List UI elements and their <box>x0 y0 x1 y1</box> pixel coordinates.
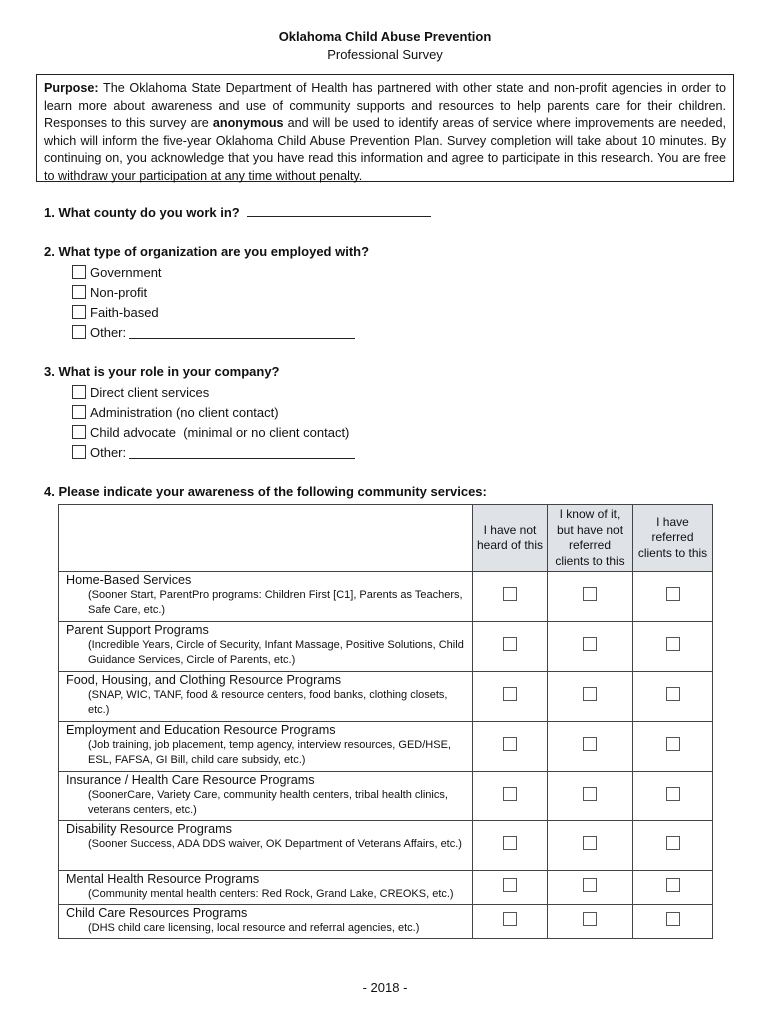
checkbox-know-not-referred[interactable] <box>583 878 597 892</box>
service-name: Mental Health Resource Programs <box>66 872 260 886</box>
checkbox-cell-not-heard <box>473 572 548 622</box>
checkbox[interactable] <box>72 305 86 319</box>
question-3-text: 3. What is your role in your company? <box>44 364 280 379</box>
option-non-profit[interactable] <box>72 282 355 302</box>
checkbox-know-not-referred[interactable] <box>583 737 597 751</box>
checkbox-cell-not-heard <box>473 672 548 722</box>
option-label: Government <box>90 264 162 280</box>
checkbox-cell-referred <box>633 871 713 905</box>
checkbox[interactable] <box>72 385 86 399</box>
checkbox-cell-referred <box>633 622 713 672</box>
checkbox-referred[interactable] <box>666 878 680 892</box>
service-name: Insurance / Health Care Resource Programs <box>66 773 315 787</box>
survey-title: Oklahoma Child Abuse Prevention <box>278 29 492 44</box>
checkbox-not-heard[interactable] <box>503 637 517 651</box>
checkbox-know-not-referred[interactable] <box>583 836 597 850</box>
checkbox-cell-referred <box>633 572 713 622</box>
table-row <box>59 772 713 821</box>
service-cell <box>59 672 473 722</box>
service-description: (SoonerCare, Variety Care, community health centers, tribal health clinics, veterans centers, etc.) <box>88 789 448 816</box>
checkbox-referred[interactable] <box>666 587 680 601</box>
services-table <box>58 504 713 939</box>
checkbox-cell-know-not-referred <box>548 905 633 939</box>
service-cell <box>59 821 473 871</box>
checkbox-know-not-referred[interactable] <box>583 912 597 926</box>
checkbox-not-heard[interactable] <box>503 787 517 801</box>
option-label: Other: <box>90 324 127 340</box>
other-input-line[interactable] <box>129 325 355 339</box>
service-description: (DHS child care licensing, local resource and referral agencies, etc.) <box>88 922 420 934</box>
checkbox-cell-not-heard <box>473 905 548 939</box>
option-label: Direct client services <box>90 384 210 400</box>
table-row <box>59 871 713 905</box>
option-label: Faith-based <box>90 304 159 320</box>
option-direct-client-services[interactable] <box>72 382 355 402</box>
checkbox[interactable] <box>72 325 86 339</box>
checkbox-referred[interactable] <box>666 687 680 701</box>
service-name: Parent Support Programs <box>66 623 209 637</box>
question-4-text: 4. Please indicate your awareness of the following community services: <box>44 484 487 499</box>
checkbox-know-not-referred[interactable] <box>583 587 597 601</box>
checkbox-cell-know-not-referred <box>548 572 633 622</box>
table-row <box>59 722 713 772</box>
table-row <box>59 622 713 672</box>
survey-subtitle: Professional Survey <box>327 47 443 62</box>
service-cell <box>59 722 473 772</box>
purpose-emphasis: anonymous <box>212 116 284 131</box>
header-blank-cell <box>59 505 473 572</box>
purpose-label: Purpose: <box>44 81 99 95</box>
checkbox-not-heard[interactable] <box>503 587 517 601</box>
other-input-line[interactable] <box>129 445 355 459</box>
table-header-row <box>59 505 713 572</box>
checkbox-know-not-referred[interactable] <box>583 687 597 701</box>
checkbox-cell-referred <box>633 722 713 772</box>
col-header-not-heard: I have not heard of this <box>473 505 548 572</box>
table-row <box>59 821 713 871</box>
page-footer: - 2018 - <box>362 980 408 995</box>
service-name: Home-Based Services <box>66 573 192 587</box>
service-name: Disability Resource Programs <box>66 822 232 836</box>
table-row <box>59 572 713 622</box>
checkbox-referred[interactable] <box>666 787 680 801</box>
service-description: (Sooner Start, ParentPro programs: Children First [C1], Parents as Teachers, Safe Care, etc.) <box>88 589 463 616</box>
option-label: Child advocate (minimal or no client contact) <box>90 424 350 440</box>
checkbox-referred[interactable] <box>666 912 680 926</box>
checkbox-cell-know-not-referred <box>548 871 633 905</box>
option-label: Administration (no client contact) <box>90 404 279 420</box>
checkbox[interactable] <box>72 285 86 299</box>
checkbox-not-heard[interactable] <box>503 687 517 701</box>
checkbox-cell-referred <box>633 772 713 821</box>
checkbox-referred[interactable] <box>666 637 680 651</box>
service-name: Child Care Resources Programs <box>66 906 248 920</box>
question-2-text: 2. What type of organization are you employed with? <box>44 244 370 259</box>
purpose-box <box>36 74 734 182</box>
service-cell <box>59 905 473 939</box>
service-description: (Job training, job placement, temp agency, interview resources, GED/HSE, ESL, FAFSA, GI Bill, child care subsidy, etc.) <box>88 739 451 766</box>
checkbox-referred[interactable] <box>666 836 680 850</box>
title-block <box>0 28 770 63</box>
checkbox-cell-referred <box>633 672 713 722</box>
question-1-text: 1. What county do you work in? <box>44 205 240 220</box>
option-faith-based[interactable] <box>72 302 355 322</box>
checkbox-cell-referred <box>633 905 713 939</box>
purpose-text-after: and will be used to identify areas of service where improvements are needed, which will inform the five-year Oklahoma Child Abuse Prevention Plan. Survey completion will take about 10 minutes. By continuing on, you acknowledge that you have read this information and agree to participate in this research. You are free to withdraw your participation at any time without penalty. <box>44 116 726 183</box>
checkbox-cell-not-heard <box>473 871 548 905</box>
service-name: Employment and Education Resource Programs <box>66 723 336 737</box>
checkbox-know-not-referred[interactable] <box>583 637 597 651</box>
checkbox-cell-not-heard <box>473 821 548 871</box>
table-row <box>59 905 713 939</box>
checkbox[interactable] <box>72 405 86 419</box>
option-child-advocate[interactable] <box>72 422 355 442</box>
county-input-line[interactable] <box>247 203 431 217</box>
service-name: Food, Housing, and Clothing Resource Programs <box>66 673 342 687</box>
question-1 <box>44 203 431 222</box>
checkbox[interactable] <box>72 425 86 439</box>
question-2-options <box>72 262 355 342</box>
option-other[interactable] <box>72 322 355 342</box>
col-header-referred: I have referred clients to this <box>633 505 713 572</box>
option-government[interactable] <box>72 262 355 282</box>
service-cell <box>59 622 473 672</box>
option-label: Other: <box>90 444 127 460</box>
option-label: Non-profit <box>90 284 148 300</box>
checkbox-cell-know-not-referred <box>548 772 633 821</box>
service-description: (Community mental health centers: Red Rock, Grand Lake, CREOKS, etc.) <box>88 888 454 900</box>
checkbox-cell-know-not-referred <box>548 672 633 722</box>
service-description: (Incredible Years, Circle of Security, Infant Massage, Positive Solutions, Child Guidance Services, Circle of Parents, etc.) <box>88 639 464 666</box>
checkbox-cell-know-not-referred <box>548 622 633 672</box>
service-description: (SNAP, WIC, TANF, food & resource centers, food banks, clothing closets, etc.) <box>88 689 448 716</box>
checkbox-cell-referred <box>633 821 713 871</box>
checkbox-cell-know-not-referred <box>548 821 633 871</box>
checkbox-not-heard[interactable] <box>503 878 517 892</box>
checkbox-not-heard[interactable] <box>503 912 517 926</box>
service-cell <box>59 572 473 622</box>
col-header-know-not-referred: I know of it, but have not referred clients to this <box>548 505 633 572</box>
option-administration[interactable] <box>72 402 355 422</box>
checkbox-cell-not-heard <box>473 722 548 772</box>
checkbox[interactable] <box>72 265 86 279</box>
table-row <box>59 672 713 722</box>
checkbox-know-not-referred[interactable] <box>583 787 597 801</box>
service-cell <box>59 772 473 821</box>
checkbox-referred[interactable] <box>666 737 680 751</box>
service-description: (Sooner Success, ADA DDS waiver, OK Department of Veterans Affairs, etc.) <box>88 838 462 850</box>
checkbox-cell-not-heard <box>473 622 548 672</box>
checkbox-cell-know-not-referred <box>548 722 633 772</box>
checkbox-cell-not-heard <box>473 772 548 821</box>
checkbox[interactable] <box>72 445 86 459</box>
checkbox-not-heard[interactable] <box>503 836 517 850</box>
service-cell <box>59 871 473 905</box>
option-other[interactable] <box>72 442 355 462</box>
checkbox-not-heard[interactable] <box>503 737 517 751</box>
purpose-text-before: The Oklahoma State Department of Health has partnered with other state and non-profit agencies in order to learn more about awareness and use of community supports and resources to help parents care for their children. Responses to this survey are <box>44 81 726 131</box>
question-3-options <box>72 382 355 462</box>
